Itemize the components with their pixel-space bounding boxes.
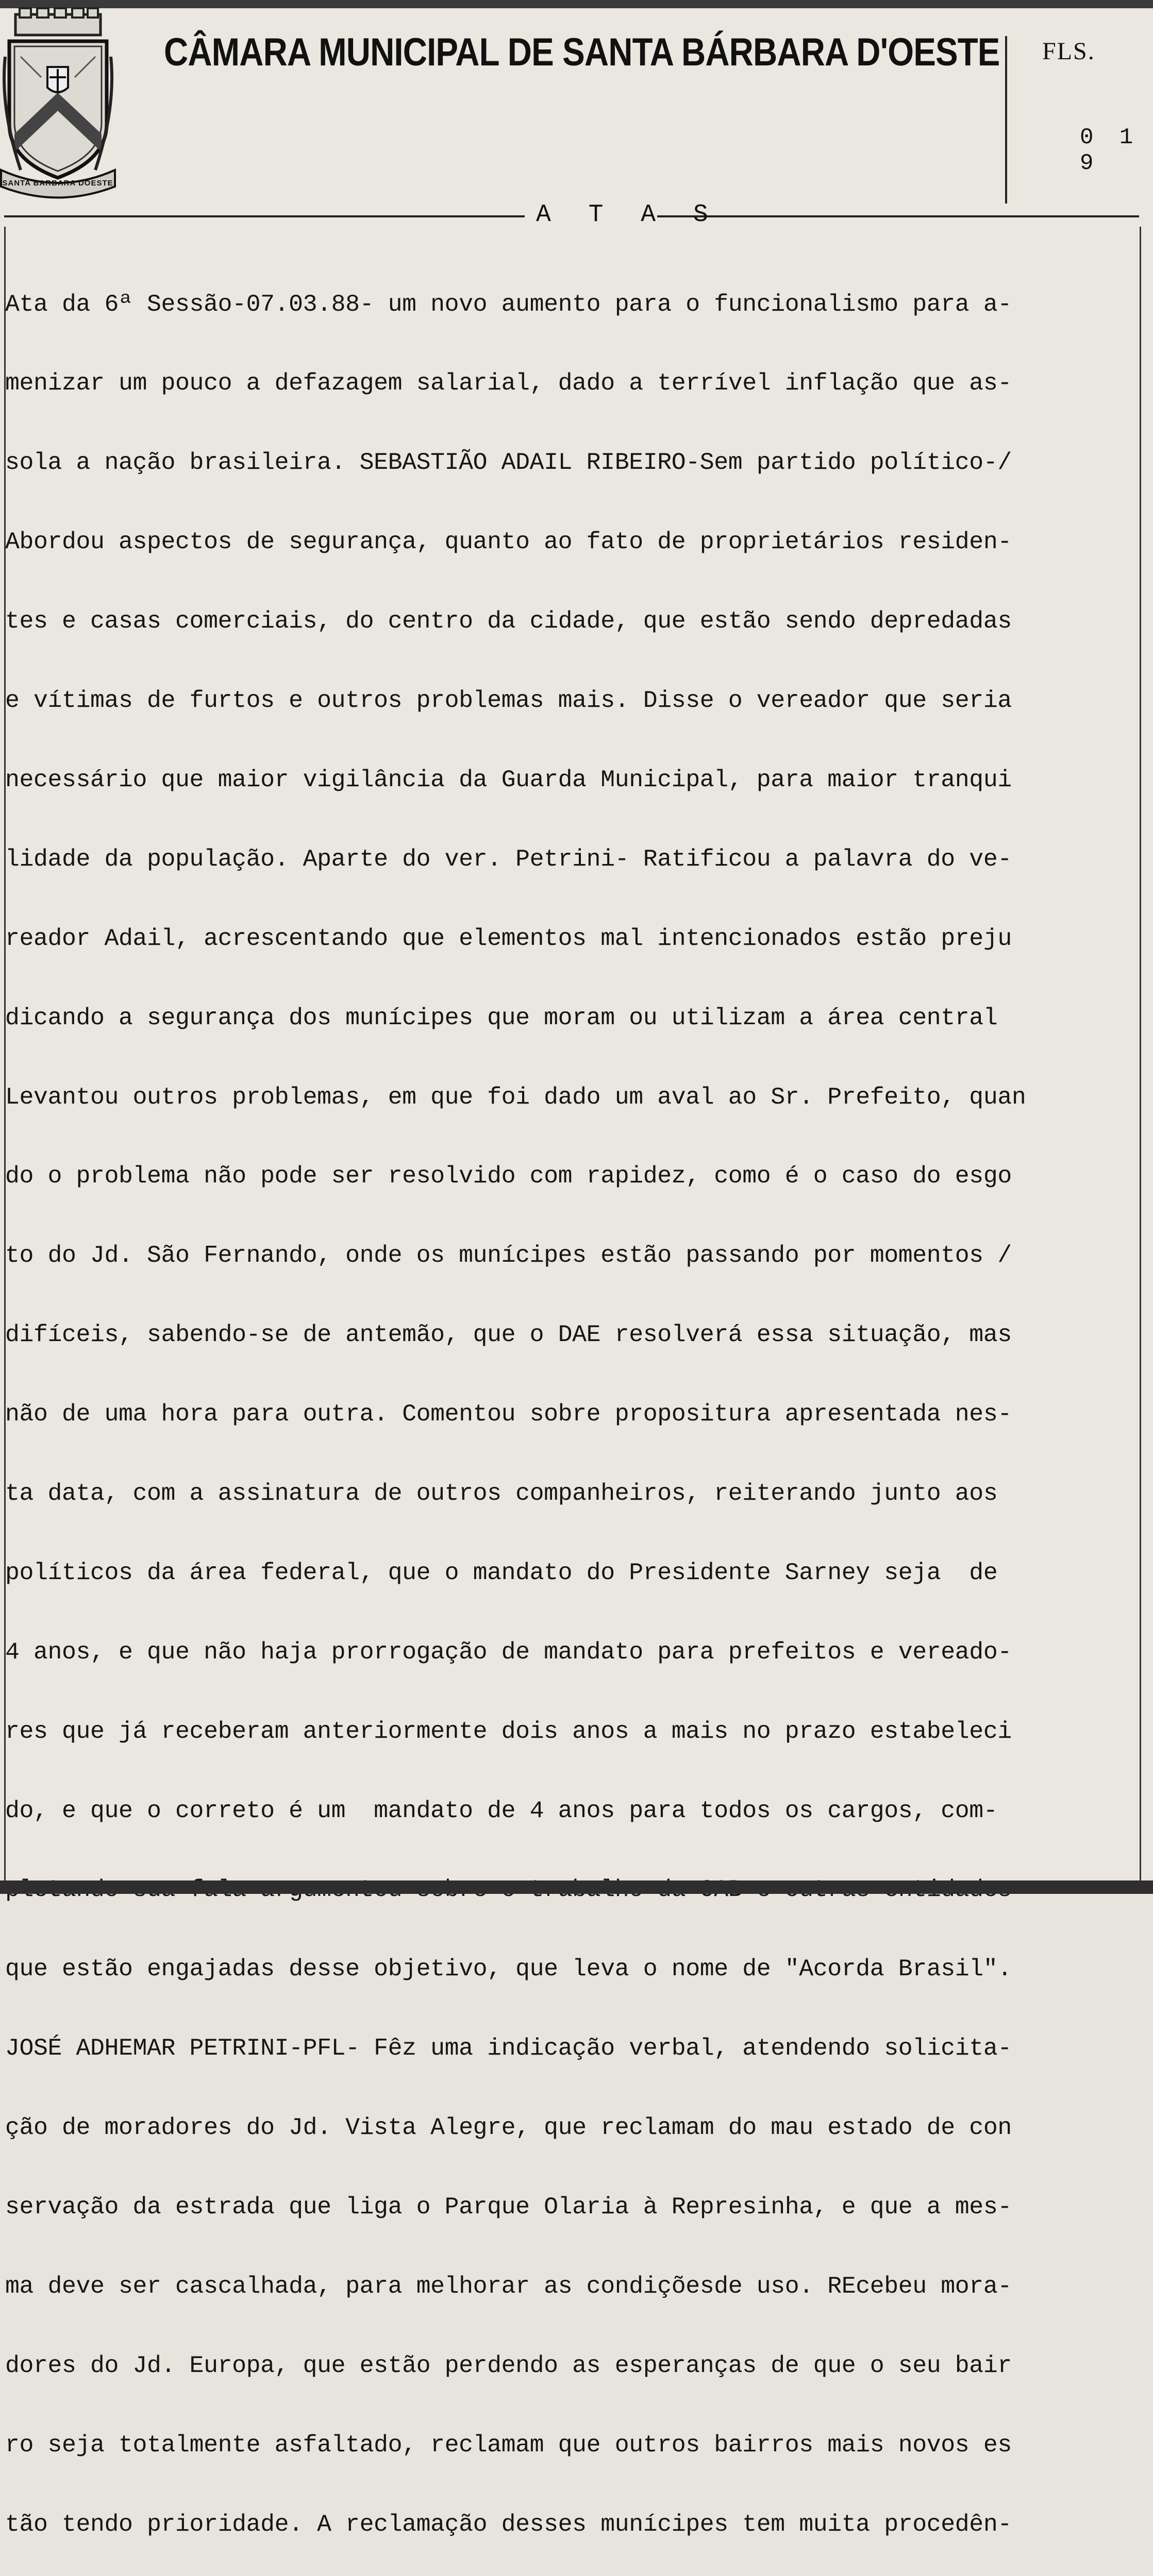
minutes-line: Abordou aspectos de segurança, quanto ao fato de proprietários residen- xyxy=(5,528,1012,556)
minutes-line: reador Adail, acrescentando que elementos mal intencionados estão preju xyxy=(5,924,1012,952)
minutes-line: Levantou outros problemas, em que foi dado um aval ao Sr. Prefeito, quan xyxy=(5,1083,1026,1111)
atas-rule-right xyxy=(657,215,1139,217)
minutes-line: menizar um pouco a defazagem salarial, dado a terrível inflação que as- xyxy=(5,369,1012,397)
fls-label: FLS. xyxy=(1042,38,1095,65)
municipal-coat-of-arms-icon xyxy=(0,5,116,196)
minutes-line: res que já receberam anteriormente dois anos a mais no prazo estabeleci xyxy=(5,1717,1012,1745)
minutes-line: JOSÉ ADHEMAR PETRINI-PFL- Fêz uma indicação verbal, atendendo solicita- xyxy=(5,2035,1012,2062)
scan-top-edge xyxy=(0,0,1153,8)
minutes-line: tes e casas comerciais, do centro da cidade, que estão sendo depredadas xyxy=(5,607,1012,635)
minutes-line: sola a nação brasileira. SEBASTIÃO ADAIL RIBEIRO-Sem partido político-/ xyxy=(5,449,1012,477)
minutes-line: não de uma hora para outra. Comentou sobre propositura apresentada nes- xyxy=(5,1400,1012,1428)
minutes-line: lidade da população. Aparte do ver. Petrini- Ratificou a palavra do ve- xyxy=(5,845,1012,873)
minutes-line: necessário que maior vigilância da Guarda Municipal, para maior tranqui xyxy=(5,766,1012,793)
minutes-line: ma deve ser cascalhada, para melhorar as condiçõesde uso. REcebeu mora- xyxy=(5,2272,1012,2300)
minutes-line: ta data, com a assinatura de outros companheiros, reiterando junto aos xyxy=(5,1479,998,1507)
svg-text:SANTA BARBARA DOESTE: SANTA BARBARA DOESTE xyxy=(2,179,113,188)
minutes-line: que estão engajadas desse objetivo, que leva o nome de "Acorda Brasil". xyxy=(5,1955,1012,1983)
minutes-line: ção de moradores do Jd. Vista Alegre, que reclamam do mau estado de con xyxy=(5,2114,1012,2142)
minutes-line: dores do Jd. Europa, que estão perdendo as esperanças de que o seu bair xyxy=(5,2351,1012,2379)
minutes-line: do o problema não pode ser resolvido com rapidez, como é o caso do esgo xyxy=(5,1162,1012,1190)
minutes-line: do, e que o correto é um mandato de 4 anos para todos os cargos, com- xyxy=(5,1797,998,1824)
minutes-line: to do Jd. São Fernando, onde os munícipes estão passando por momentos / xyxy=(5,1242,1012,1269)
minutes-line: políticos da área federal, que o mandato do Presidente Sarney seja de xyxy=(5,1558,998,1586)
chamber-name-heading: CÂMARA MUNICIPAL DE SANTA BÁRBARA D'OESTE xyxy=(164,30,1000,74)
section-title: A T A S xyxy=(536,201,720,229)
minutes-line: difíceis, sabendo-se de antemão, que o DAE resolverá essa situação, mas xyxy=(5,1321,1012,1349)
minutes-line: e vítimas de furtos e outros problemas mais. Disse o vereador que seria xyxy=(5,687,1012,715)
minutes-line: ro seja totalmente asfaltado, reclamam que outros bairros mais novos es xyxy=(5,2431,1012,2459)
minutes-line: dicando a segurança dos munícipes que moram ou utilizam a área central xyxy=(5,1004,998,1031)
header-divider xyxy=(1005,36,1007,204)
scan-bottom-edge xyxy=(0,1880,1153,1894)
minutes-body xyxy=(5,238,1147,2538)
minutes-line: 4 anos, e que não haja prorrogação de mandato para prefeitos e vereado- xyxy=(5,1638,1012,1666)
folio-number: 0 1 9 xyxy=(1080,125,1140,176)
minutes-line: tão tendo prioridade. A reclamação desses munícipes tem muita procedên- xyxy=(5,2510,1012,2538)
minutes-line: Ata da 6ª Sessão-07.03.88- um novo aumento para o funcionalismo para a- xyxy=(5,290,1012,318)
atas-rule-left xyxy=(4,215,525,217)
minutes-line: servação da estrada que liga o Parque Olaria à Represinha, e que a mes- xyxy=(5,2193,1012,2221)
